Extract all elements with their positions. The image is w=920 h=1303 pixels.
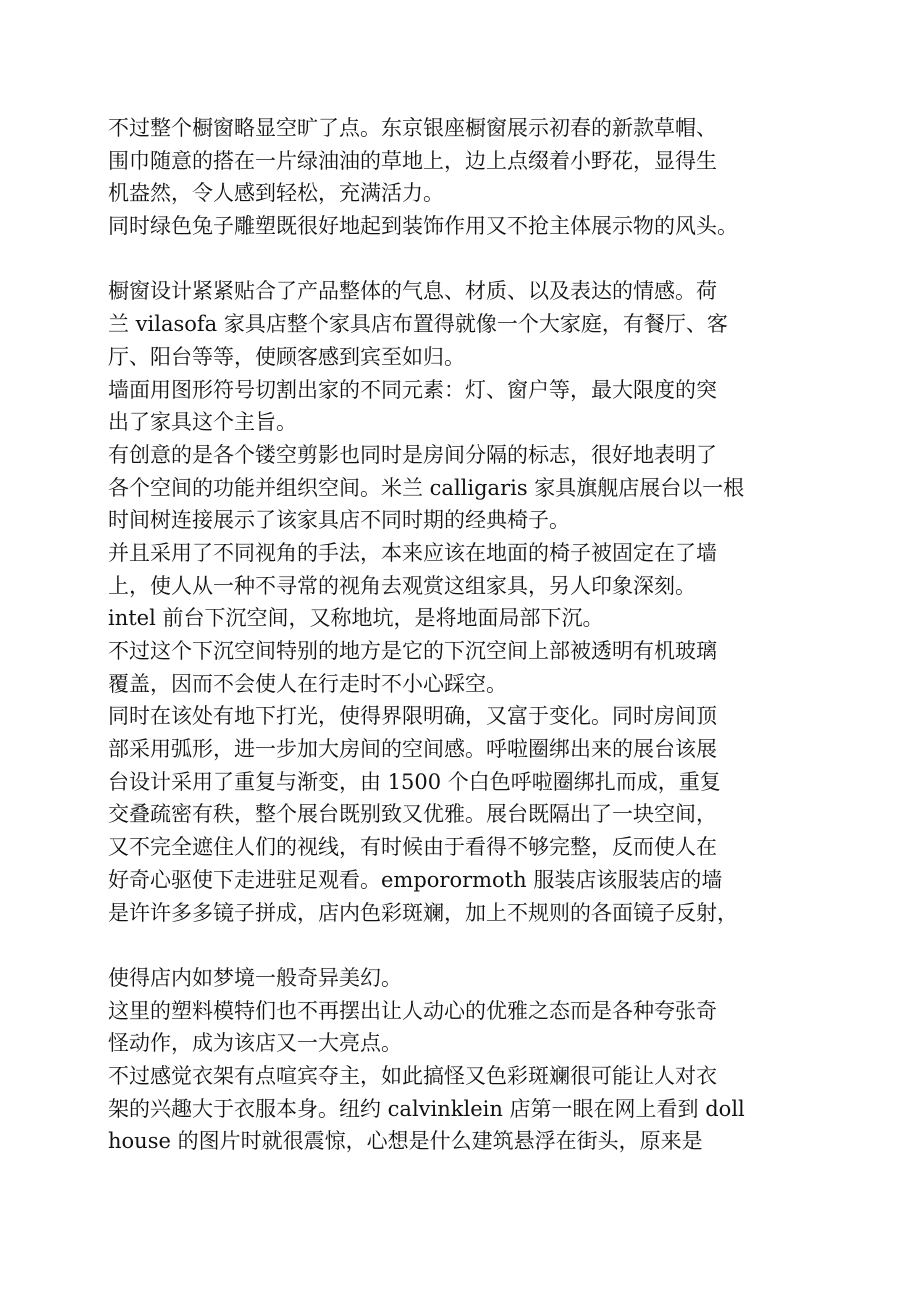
text-line: 兰 vilasofa 家具店整个家具店布置得就像一个大家庭，有餐厅、客: [108, 312, 728, 337]
text-line: 不过整个橱窗略显空旷了点。东京银座橱窗展示初春的新款草帽、: [108, 116, 717, 140]
text-line: 机盎然，令人感到轻松，充满活力。: [108, 181, 444, 206]
text-line: 各个空间的功能并组织空间。米兰 calligaris 家具旗舰店展台以一根: [108, 475, 745, 500]
text-line: 厅、阳台等等，使顾客感到宾至如归。: [108, 344, 465, 369]
text-line: 这里的塑料模特们也不再摆出让人动心的优雅之态而是各种夸张奇: [108, 998, 717, 1023]
text-line: 墙面用图形符号切割出家的不同元素：灯、窗户等，最大限度的突: [108, 377, 717, 402]
text-line: house 的图片时就很震惊，心想是什么建筑悬浮在街头，原来是: [108, 1129, 703, 1154]
text-line: 覆盖，因而不会使人在行走时不小心踩空。: [108, 671, 507, 696]
body-text: [108, 112, 808, 1158]
paragraph-gap: [108, 929, 808, 962]
text-line: 时间树连接展示了该家具店不同时期的经典椅子。: [108, 508, 570, 533]
text-line: 不过感觉衣架有点喧宾夺主，如此搞怪又色彩斑斓很可能让人对衣: [108, 1063, 717, 1088]
text-line: 部采用弧形，进一步加大房间的空间感。呼啦圈绑出来的展台该展: [108, 737, 717, 762]
text-line: 有创意的是各个镂空剪影也同时是房间分隔的标志，很好地表明了: [108, 442, 717, 467]
text-line: 台设计采用了重复与渐变，由 1500 个白色呼啦圈绑扎而成，重复: [108, 769, 721, 794]
text-line: 不过这个下沉空间特别的地方是它的下沉空间上部被透明有机玻璃: [108, 639, 717, 663]
text-line: 是许许多多镜子拼成，店内色彩斑斓，加上不规则的各面镜子反射，: [108, 900, 738, 925]
text-line: 架的兴趣大于衣服本身。纽约 calvinklein 店第一眼在网上看到 doll: [108, 1096, 745, 1121]
paragraph-gap: [108, 243, 808, 276]
text-line: 又不完全遮住人们的视线，有时候由于看得不够完整，反而使人在: [108, 835, 717, 860]
text-line: 怪动作，成为该店又一大亮点。: [108, 1031, 402, 1056]
text-line: 同时绿色兔子雕塑既很好地起到装饰作用又不抢主体展示物的风头。: [108, 214, 738, 239]
text-line: 围巾随意的搭在一片绿油油的草地上，边上点缀着小野花，显得生: [108, 148, 717, 173]
text-line: 橱窗设计紧紧贴合了产品整体的气息、材质、以及表达的情感。荷: [108, 279, 717, 304]
text-line: 并且采用了不同视角的手法，本来应该在地面的椅子被固定在了墙: [108, 540, 717, 565]
text-line: 交叠疏密有秩，整个展台既别致又优雅。展台既隔出了一块空间，: [108, 802, 717, 827]
text-line: 好奇心驱使下走进驻足观看。emporormoth 服装店该服装店的墙: [108, 867, 723, 892]
text-line: 使得店内如梦境一般奇异美幻。: [108, 965, 402, 990]
text-line: 出了家具这个主旨。: [108, 410, 297, 435]
text-line: 上，使人从一种不寻常的视角去观赏这组家具，另人印象深刻。: [108, 573, 696, 598]
text-line: intel 前台下沉空间，又称地坑，是将地面局部下沉。: [108, 606, 604, 631]
text-line: 同时在该处有地下打光，使得界限明确，又富于变化。同时房间顶: [108, 704, 717, 729]
